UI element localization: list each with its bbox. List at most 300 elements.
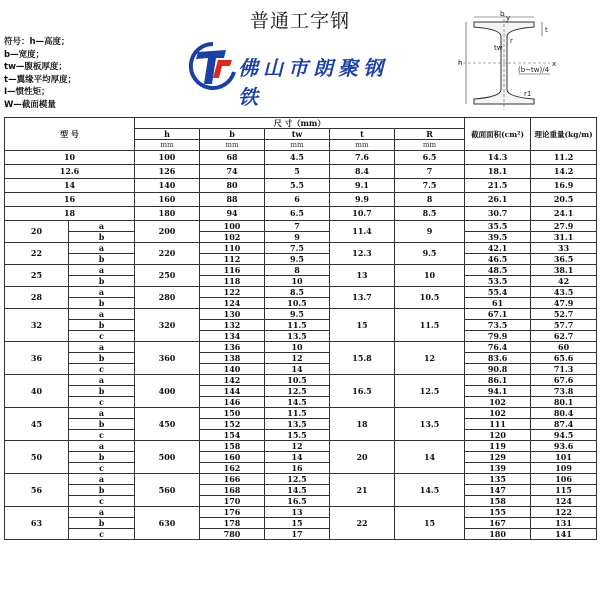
cell-h: 250 — [135, 265, 200, 287]
cell-weight: 33 — [531, 243, 597, 254]
cell-subtype: a — [69, 287, 135, 298]
header-col-t: t — [330, 129, 395, 140]
cell-area: 129 — [465, 452, 531, 463]
cell-r: 10.5 — [395, 287, 465, 309]
cell-weight: 80.4 — [531, 408, 597, 419]
cell-tw: 12 — [265, 441, 330, 452]
table-row — [5, 221, 597, 232]
cell-tw: 12.5 — [265, 386, 330, 397]
cell-h: 500 — [135, 441, 200, 474]
header-col-h: h — [135, 129, 200, 140]
cell-area: 14.3 — [465, 151, 531, 165]
table-row — [5, 265, 597, 276]
header-col-b: b — [200, 129, 265, 140]
table-row — [5, 151, 597, 165]
diagram-label-tw: tw — [494, 44, 503, 52]
cell-h: 400 — [135, 375, 200, 408]
cell-tw: 4.5 — [265, 151, 330, 165]
cell-area: 111 — [465, 419, 531, 430]
cell-h: 160 — [135, 193, 200, 207]
table-row — [5, 430, 597, 441]
table-row — [5, 364, 597, 375]
cell-h: 180 — [135, 207, 200, 221]
cell-r: 7.5 — [395, 179, 465, 193]
cell-b: 150 — [200, 408, 265, 419]
table-row — [5, 309, 597, 320]
cell-weight: 67.6 — [531, 375, 597, 386]
cell-subtype: c — [69, 529, 135, 540]
cell-r: 9.5 — [395, 243, 465, 265]
cell-model: 14 — [5, 179, 135, 193]
legend-line: 符号：h—高度； — [4, 37, 70, 47]
cell-model: 56 — [5, 474, 69, 507]
table-row — [5, 507, 597, 518]
table-row — [5, 165, 597, 179]
cell-subtype: a — [69, 474, 135, 485]
legend-line: W—截面模量 — [4, 99, 56, 110]
header-unit: mm — [330, 140, 395, 151]
table-row — [5, 397, 597, 408]
cell-tw: 10.5 — [265, 375, 330, 386]
cell-area: 53.5 — [465, 276, 531, 287]
cell-t: 18 — [330, 408, 395, 441]
cell-tw: 16 — [265, 463, 330, 474]
diagram-label-x: x — [552, 60, 557, 68]
cell-h: 220 — [135, 243, 200, 265]
cell-area: 147 — [465, 485, 531, 496]
table-row — [5, 276, 597, 287]
cell-b: 100 — [200, 221, 265, 232]
cell-area: 180 — [465, 529, 531, 540]
cell-weight: 71.3 — [531, 364, 597, 375]
cell-b: 168 — [200, 485, 265, 496]
cell-area: 39.5 — [465, 232, 531, 243]
cell-t: 13.7 — [330, 287, 395, 309]
table-row — [5, 232, 597, 243]
cell-model: 25 — [5, 265, 69, 287]
cell-b: 154 — [200, 430, 265, 441]
cell-tw: 8.5 — [265, 287, 330, 298]
cell-t: 10.7 — [330, 207, 395, 221]
cell-r: 6.5 — [395, 151, 465, 165]
diagram-label-h: h — [458, 59, 463, 67]
cell-area: 76.4 — [465, 342, 531, 353]
cell-weight: 43.5 — [531, 287, 597, 298]
cell-b: 136 — [200, 342, 265, 353]
cell-weight: 52.7 — [531, 309, 597, 320]
header-area: 截面面积(cm²) — [465, 118, 531, 151]
cell-area: 18.1 — [465, 165, 531, 179]
cell-area: 119 — [465, 441, 531, 452]
cell-weight: 14.2 — [531, 165, 597, 179]
cell-r: 9 — [395, 221, 465, 243]
cell-b: 110 — [200, 243, 265, 254]
header-dimensions: 尺 寸（mm） — [135, 118, 465, 129]
cell-weight: 131 — [531, 518, 597, 529]
cell-subtype: a — [69, 375, 135, 386]
cell-area: 30.7 — [465, 207, 531, 221]
cell-weight: 36.5 — [531, 254, 597, 265]
cell-model: 22 — [5, 243, 69, 265]
cell-tw: 13 — [265, 507, 330, 518]
cell-tw: 7 — [265, 221, 330, 232]
table-row — [5, 474, 597, 485]
cell-weight: 47.9 — [531, 298, 597, 309]
cell-area: 102 — [465, 408, 531, 419]
cell-t: 9.1 — [330, 179, 395, 193]
cell-t: 8.4 — [330, 165, 395, 179]
cell-r: 13.5 — [395, 408, 465, 441]
cell-tw: 11.5 — [265, 320, 330, 331]
cell-weight: 24.1 — [531, 207, 597, 221]
cell-subtype: c — [69, 496, 135, 507]
cell-h: 320 — [135, 309, 200, 342]
diagram-label-b: b — [500, 10, 505, 18]
cell-tw: 12 — [265, 353, 330, 364]
cell-h: 630 — [135, 507, 200, 540]
cell-subtype: b — [69, 386, 135, 397]
cell-subtype: b — [69, 419, 135, 430]
cell-b: 162 — [200, 463, 265, 474]
cell-subtype: b — [69, 298, 135, 309]
diagram-label-r: r — [510, 37, 513, 45]
cell-area: 35.5 — [465, 221, 531, 232]
cell-weight: 42 — [531, 276, 597, 287]
table-row — [5, 243, 597, 254]
cell-tw: 15.5 — [265, 430, 330, 441]
cell-weight: 38.1 — [531, 265, 597, 276]
cell-area: 79.9 — [465, 331, 531, 342]
table-row — [5, 463, 597, 474]
logo-mark-icon — [188, 38, 238, 94]
cell-area: 61 — [465, 298, 531, 309]
cell-model: 32 — [5, 309, 69, 342]
cell-subtype: a — [69, 408, 135, 419]
header-weight: 理论重量(kg/m) — [531, 118, 597, 151]
cell-subtype: a — [69, 342, 135, 353]
cell-t: 7.6 — [330, 151, 395, 165]
cell-area: 135 — [465, 474, 531, 485]
cell-subtype: a — [69, 441, 135, 452]
cell-subtype: b — [69, 320, 135, 331]
cell-b: 158 — [200, 441, 265, 452]
cell-b: 176 — [200, 507, 265, 518]
cell-h: 280 — [135, 287, 200, 309]
cell-weight: 27.9 — [531, 221, 597, 232]
cell-area: 67.1 — [465, 309, 531, 320]
diagram-label-t: t — [545, 26, 548, 34]
cell-weight: 94.5 — [531, 430, 597, 441]
cell-area: 139 — [465, 463, 531, 474]
cell-h: 360 — [135, 342, 200, 375]
cell-area: 26.1 — [465, 193, 531, 207]
cell-b: 132 — [200, 320, 265, 331]
cell-model: 63 — [5, 507, 69, 540]
cell-area: 73.5 — [465, 320, 531, 331]
cell-weight: 60 — [531, 342, 597, 353]
cell-b: 138 — [200, 353, 265, 364]
cell-area: 90.8 — [465, 364, 531, 375]
cell-t: 16.5 — [330, 375, 395, 408]
diagram-label-r1: r1 — [524, 90, 532, 98]
legend-line: I—惯性矩； — [4, 87, 50, 98]
cell-area: 86.1 — [465, 375, 531, 386]
cell-r: 12 — [395, 342, 465, 375]
cell-tw: 10 — [265, 276, 330, 287]
table-row — [5, 452, 597, 463]
legend-line: t—翼缘平均厚度； — [4, 74, 77, 85]
cell-subtype: b — [69, 353, 135, 364]
cell-h: 140 — [135, 179, 200, 193]
cell-t: 15.8 — [330, 342, 395, 375]
table-row — [5, 207, 597, 221]
cell-subtype: b — [69, 452, 135, 463]
cell-r: 12.5 — [395, 375, 465, 408]
company-logo — [188, 38, 408, 109]
cell-t: 13 — [330, 265, 395, 287]
cell-b: 140 — [200, 364, 265, 375]
cell-area: 21.5 — [465, 179, 531, 193]
table-row — [5, 386, 597, 397]
table-row — [5, 331, 597, 342]
cell-tw: 9.5 — [265, 254, 330, 265]
cell-t: 9.9 — [330, 193, 395, 207]
cell-t: 22 — [330, 507, 395, 540]
cell-tw: 8 — [265, 265, 330, 276]
cell-tw: 9 — [265, 232, 330, 243]
cell-area: 155 — [465, 507, 531, 518]
cell-area: 167 — [465, 518, 531, 529]
legend-line: tw—腹板厚度； — [4, 62, 67, 73]
cell-b: 118 — [200, 276, 265, 287]
cell-tw: 13.5 — [265, 331, 330, 342]
cell-t: 20 — [330, 441, 395, 474]
cell-b: 152 — [200, 419, 265, 430]
cell-weight: 65.6 — [531, 353, 597, 364]
table-row — [5, 254, 597, 265]
cell-t: 15 — [330, 309, 395, 342]
i-beam-diagram-icon — [438, 10, 588, 112]
cell-h: 126 — [135, 165, 200, 179]
cell-model: 20 — [5, 221, 69, 243]
cell-b: 116 — [200, 265, 265, 276]
cell-weight: 57.7 — [531, 320, 597, 331]
cell-b: 178 — [200, 518, 265, 529]
cell-b: 142 — [200, 375, 265, 386]
cell-tw: 5 — [265, 165, 330, 179]
cell-area: 102 — [465, 397, 531, 408]
cell-tw: 7.5 — [265, 243, 330, 254]
cell-subtype: c — [69, 430, 135, 441]
cell-tw: 14.5 — [265, 485, 330, 496]
header-unit: mm — [265, 140, 330, 151]
cell-h: 100 — [135, 151, 200, 165]
table-row — [5, 342, 597, 353]
cell-h: 450 — [135, 408, 200, 441]
cell-area: 94.1 — [465, 386, 531, 397]
cell-tw: 6.5 — [265, 207, 330, 221]
cell-weight: 11.2 — [531, 151, 597, 165]
cell-r: 15 — [395, 507, 465, 540]
cell-r: 8.5 — [395, 207, 465, 221]
cell-weight: 93.6 — [531, 441, 597, 452]
cell-r: 14 — [395, 441, 465, 474]
cell-subtype: b — [69, 518, 135, 529]
table-row — [5, 408, 597, 419]
header-model: 型 号 — [5, 118, 135, 151]
cell-tw: 12.5 — [265, 474, 330, 485]
table-row — [5, 320, 597, 331]
cell-tw: 14 — [265, 452, 330, 463]
table-row — [5, 353, 597, 364]
cell-weight: 73.8 — [531, 386, 597, 397]
cell-weight: 16.9 — [531, 179, 597, 193]
cell-tw: 17 — [265, 529, 330, 540]
cell-b: 780 — [200, 529, 265, 540]
i-beam-spec-table — [4, 117, 597, 540]
cell-area: 158 — [465, 496, 531, 507]
cell-area: 46.5 — [465, 254, 531, 265]
cell-subtype: c — [69, 364, 135, 375]
cell-subtype: c — [69, 463, 135, 474]
cell-weight: 141 — [531, 529, 597, 540]
cell-r: 8 — [395, 193, 465, 207]
table-row — [5, 298, 597, 309]
cell-b: 94 — [200, 207, 265, 221]
cell-model: 18 — [5, 207, 135, 221]
header-col-tw: tw — [265, 129, 330, 140]
logo-company-name: 佛山市朗聚钢铁 — [238, 56, 388, 109]
cell-tw: 14 — [265, 364, 330, 375]
cell-t: 21 — [330, 474, 395, 507]
cell-model: 16 — [5, 193, 135, 207]
cell-r: 7 — [395, 165, 465, 179]
header-unit: mm — [200, 140, 265, 151]
cell-tw: 10 — [265, 342, 330, 353]
cell-weight: 109 — [531, 463, 597, 474]
cell-subtype: a — [69, 265, 135, 276]
cell-model: 28 — [5, 287, 69, 309]
cell-weight: 122 — [531, 507, 597, 518]
table-row — [5, 529, 597, 540]
cell-b: 74 — [200, 165, 265, 179]
cell-subtype: b — [69, 232, 135, 243]
cell-subtype: a — [69, 507, 135, 518]
cell-tw: 15 — [265, 518, 330, 529]
cell-model: 12.6 — [5, 165, 135, 179]
cell-r: 14.5 — [395, 474, 465, 507]
cell-weight: 124 — [531, 496, 597, 507]
cell-b: 102 — [200, 232, 265, 243]
cell-b: 130 — [200, 309, 265, 320]
cell-b: 124 — [200, 298, 265, 309]
cell-weight: 31.1 — [531, 232, 597, 243]
cell-b: 144 — [200, 386, 265, 397]
cell-t: 11.4 — [330, 221, 395, 243]
table-row — [5, 419, 597, 430]
cell-r: 10 — [395, 265, 465, 287]
cell-area: 55.4 — [465, 287, 531, 298]
table-row — [5, 179, 597, 193]
legend-line: b—宽度； — [4, 49, 45, 60]
cell-tw: 9.5 — [265, 309, 330, 320]
cell-tw: 10.5 — [265, 298, 330, 309]
table-row — [5, 496, 597, 507]
cell-subtype: a — [69, 243, 135, 254]
cell-tw: 5.5 — [265, 179, 330, 193]
cell-b: 80 — [200, 179, 265, 193]
cell-b: 146 — [200, 397, 265, 408]
cell-b: 112 — [200, 254, 265, 265]
cell-b: 88 — [200, 193, 265, 207]
cell-area: 83.6 — [465, 353, 531, 364]
cell-tw: 16.5 — [265, 496, 330, 507]
table-row — [5, 441, 597, 452]
cell-weight: 80.1 — [531, 397, 597, 408]
cell-model: 40 — [5, 375, 69, 408]
cell-b: 134 — [200, 331, 265, 342]
cell-tw: 11.5 — [265, 408, 330, 419]
cell-b: 122 — [200, 287, 265, 298]
cell-b: 160 — [200, 452, 265, 463]
cell-b: 170 — [200, 496, 265, 507]
cell-model: 36 — [5, 342, 69, 375]
cell-weight: 101 — [531, 452, 597, 463]
header-unit: mm — [395, 140, 465, 151]
cell-subtype: b — [69, 276, 135, 287]
cell-area: 48.5 — [465, 265, 531, 276]
cell-tw: 6 — [265, 193, 330, 207]
cell-t: 12.3 — [330, 243, 395, 265]
table-row — [5, 193, 597, 207]
table-row — [5, 287, 597, 298]
cell-h: 560 — [135, 474, 200, 507]
page-title: 普通工字钢 — [249, 10, 350, 32]
cell-weight: 87.4 — [531, 419, 597, 430]
cell-subtype: b — [69, 254, 135, 265]
cell-weight: 20.5 — [531, 193, 597, 207]
diagram-label-slope: (b−tw)/4 — [518, 66, 550, 74]
cell-b: 166 — [200, 474, 265, 485]
cell-subtype: a — [69, 221, 135, 232]
cell-weight: 62.7 — [531, 331, 597, 342]
cell-area: 42.1 — [465, 243, 531, 254]
cell-model: 45 — [5, 408, 69, 441]
cell-area: 120 — [465, 430, 531, 441]
cell-tw: 14.5 — [265, 397, 330, 408]
cell-weight: 115 — [531, 485, 597, 496]
cell-model: 50 — [5, 441, 69, 474]
table-row — [5, 485, 597, 496]
cell-subtype: b — [69, 485, 135, 496]
symbol-legend — [4, 36, 76, 112]
cell-model: 10 — [5, 151, 135, 165]
cell-b: 68 — [200, 151, 265, 165]
header-col-r: R — [395, 129, 465, 140]
cell-weight: 106 — [531, 474, 597, 485]
cell-subtype: c — [69, 331, 135, 342]
cell-h: 200 — [135, 221, 200, 243]
spec-table-body — [5, 151, 597, 540]
cell-subtype: c — [69, 397, 135, 408]
table-row — [5, 518, 597, 529]
header-unit: mm — [135, 140, 200, 151]
diagram-label-y: y — [506, 14, 511, 22]
cell-tw: 13.5 — [265, 419, 330, 430]
table-row — [5, 375, 597, 386]
cell-subtype: a — [69, 309, 135, 320]
cell-r: 11.5 — [395, 309, 465, 342]
